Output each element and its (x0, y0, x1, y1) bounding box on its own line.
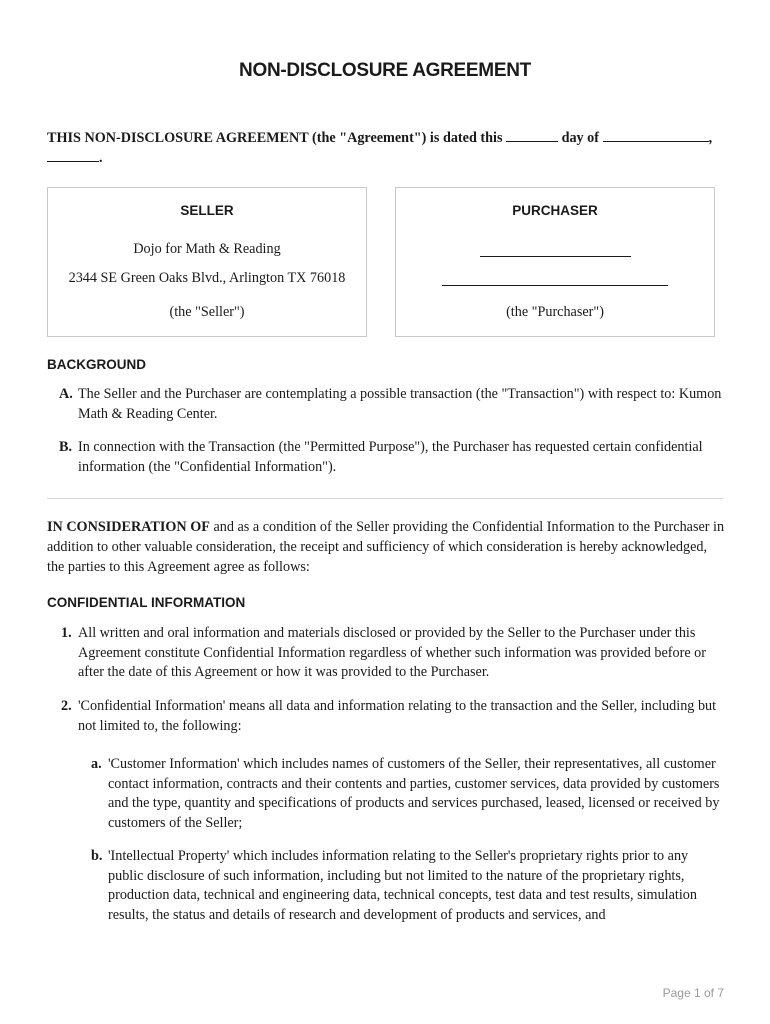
purchaser-address-line (442, 285, 668, 286)
page-number: Page 1 of 7 (662, 986, 724, 1000)
consideration-lead: IN CONSIDERATION OF (47, 519, 210, 535)
item-label: a. (91, 756, 102, 772)
item-label: B. (59, 439, 73, 455)
intro-comma: , (708, 130, 713, 146)
day-blank (506, 128, 558, 142)
purchaser-heading: PURCHASER (512, 203, 598, 218)
confidential-item-2 (61, 697, 727, 737)
item-text: The Seller and the Purchaser are contemplating a possible transaction (the "Transaction") with respect to: Kumon Math & Reading Center. (78, 386, 722, 422)
confidential-subitem-a (91, 755, 727, 835)
confidential-subitem-b (91, 847, 727, 927)
document-title: NON-DISCLOSURE AGREEMENT (239, 60, 531, 81)
item-text: 'Confidential Information' means all data and information relating to the transaction and the Seller, including but not limited to, the following: (78, 698, 717, 734)
month-blank (603, 128, 709, 142)
seller-address: 2344 SE Green Oaks Blvd., Arlington TX 76018 (68, 270, 346, 286)
seller-name: Dojo for Math & Reading (133, 241, 281, 257)
year-blank (47, 148, 99, 162)
intro-day-of: day of (561, 130, 600, 146)
item-label: A. (59, 386, 73, 402)
seller-box (47, 187, 367, 337)
confidential-item-1 (61, 624, 727, 684)
seller-role: (the "Seller") (169, 304, 245, 320)
section-divider (47, 498, 723, 499)
background-item-b (59, 438, 727, 478)
consideration-paragraph (47, 517, 727, 577)
agreement-intro (47, 128, 727, 168)
background-heading: BACKGROUND (47, 357, 146, 372)
confidential-heading: CONFIDENTIAL INFORMATION (47, 595, 246, 610)
item-label: b. (91, 848, 103, 864)
item-label: 1. (61, 625, 72, 641)
background-item-a (59, 385, 727, 425)
item-text: All written and oral information and materials disclosed or provided by the Seller to the Purchaser under this Agreement constitute Confidential Information regardless of whether such information was provided before or after the date of this Agreement or how it was provided to the Purchaser. (78, 625, 706, 680)
purchaser-name-line (480, 256, 631, 257)
purchaser-role: (the "Purchaser") (506, 304, 604, 320)
seller-heading: SELLER (180, 203, 234, 218)
item-label: 2. (61, 698, 72, 714)
consideration-text: and as a condition of the Seller providing the Confidential Information to the Purchaser in addition to other valuable consideration, the receipt and sufficiency of which consideration is hereby acknowledged, the parties to this Agreement agree as follows: (47, 519, 725, 575)
intro-text: THIS NON-DISCLOSURE AGREEMENT (the "Agreement") is dated this (47, 130, 503, 146)
intro-period: . (99, 150, 103, 166)
purchaser-box (395, 187, 715, 337)
item-text: 'Intellectual Property' which includes information relating to the Seller's proprietary rights prior to any public disclosure of such information, including but not limited to the nature of the proprietary rights, production data, technical and engineering data, technical concepts, test data and test results, simulation results, the status and details of research and development of products and services, and (108, 848, 697, 923)
item-text: 'Customer Information' which includes names of customers of the Seller, their representatives, all customer contact information, contracts and their contents and parties, customer services, data provided by customers and the type, quantity and specifications of products and services purchased, leased, licensed or received by customers of the Seller; (108, 756, 720, 831)
item-text: In connection with the Transaction (the "Permitted Purpose"), the Purchaser has requested certain confidential information (the "Confidential Information"). (78, 439, 703, 475)
